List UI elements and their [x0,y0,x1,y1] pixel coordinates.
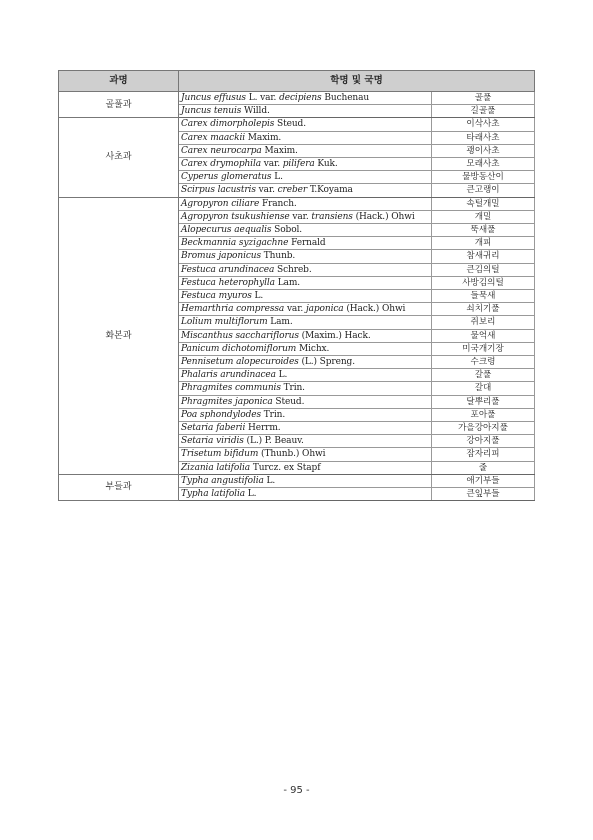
korean-name-cell: 큰잎부들 [432,488,535,501]
header-family: 과명 [59,71,179,92]
family-cell: 골풀과 [59,92,179,118]
scientific-name-italic: Carex drymophila [181,159,261,170]
scientific-name-author: (L.) P. Beauv. [243,436,304,447]
scientific-name-cell [179,342,432,355]
scientific-name-author: (Maxim.) Hack. [298,330,371,341]
scientific-name-italic: Festuca heterophylla [181,277,275,288]
scientific-name-italic: pilifera [282,159,315,170]
korean-name-cell: 강아지풀 [432,435,535,448]
scientific-name-author: T.Koyama [307,185,353,196]
korean-name-cell: 갈풀 [432,369,535,382]
scientific-name-italic: Agropyron tsukushiense [181,211,290,222]
korean-name-cell: 큰김의털 [432,263,535,276]
scientific-name-italic: Carex neurocarpa [181,145,262,156]
korean-name-cell: 타래사초 [432,131,535,144]
korean-name-cell: 골풀 [432,92,535,105]
scientific-name-cell [179,395,432,408]
scientific-name-author: var. [284,304,306,315]
korean-name-cell: 애기부들 [432,474,535,487]
scientific-name-cell [179,356,432,369]
family-cell: 화본과 [59,197,179,474]
scientific-name-author: var. [261,159,283,170]
korean-name-cell: 속털개밀 [432,197,535,210]
korean-name-cell: 개밀 [432,210,535,223]
korean-name-cell: 갈대 [432,382,535,395]
scientific-name-italic: Setaria viridis [181,436,244,447]
scientific-name-cell [179,184,432,197]
korean-name-cell: 물방동산이 [432,171,535,184]
scientific-name-italic: Festuca arundinacea [181,264,275,275]
scientific-name-italic: transiens [311,211,353,222]
korean-name-cell: 가을강아지풀 [432,422,535,435]
scientific-name-author: (Hack.) Ohwi [352,211,415,222]
scientific-name-cell [179,461,432,474]
species-table [58,70,535,501]
korean-name-cell: 잠자리피 [432,448,535,461]
scientific-name-author: Steud. [274,119,306,130]
scientific-name-cell [179,316,432,329]
scientific-name-author: Lam. [274,277,301,288]
scientific-name-italic: Carex dimorpholepis [181,119,275,130]
scientific-name-author: L. [271,172,283,183]
korean-name-cell: 사방김의털 [432,276,535,289]
page-number: - 95 - [283,785,310,796]
scientific-name-author: (L.) Spreng. [298,357,355,368]
scientific-name-author: Maxim. [245,132,282,143]
scientific-name-author: Maxim. [261,145,298,156]
scientific-name-author: Trin. [280,383,305,394]
scientific-name-author: Turcz. ex Stapf [250,462,321,473]
scientific-name-cell [179,210,432,223]
scientific-name-italic: Festuca myuros [181,291,252,302]
scientific-name-author: L. [275,370,288,381]
scientific-name-author: L. [263,475,276,486]
scientific-name-cell [179,422,432,435]
scientific-name-cell [179,92,432,105]
scientific-name-cell [179,474,432,487]
scientific-name-italic: Cyperus glomeratus [181,172,272,183]
scientific-name-italic: Juncus effusus [181,93,246,103]
table-row [59,474,535,487]
scientific-name-cell [179,197,432,210]
scientific-name-cell [179,303,432,316]
scientific-name-cell [179,448,432,461]
korean-name-cell: 미국개기장 [432,342,535,355]
scientific-name-cell [179,263,432,276]
scientific-name-cell [179,224,432,237]
korean-name-cell: 길골풀 [432,105,535,118]
scientific-name-italic: Scirpus lacustris [181,185,256,196]
scientific-name-italic: Phragmites japonica [181,396,273,407]
scientific-name-cell [179,382,432,395]
scientific-name-italic: Alopecurus aequalis [181,225,272,236]
scientific-name-cell [179,435,432,448]
scientific-name-author: Fernald [288,238,326,249]
korean-name-cell: 쥐보리 [432,316,535,329]
scientific-name-author: var. [255,185,278,196]
scientific-name-cell [179,290,432,303]
korean-name-cell: 줄 [432,461,535,474]
korean-name-cell: 이삭사초 [432,118,535,131]
scientific-name-cell [179,131,432,144]
scientific-name-cell [179,118,432,131]
scientific-name-cell [179,276,432,289]
header-species: 학명 및 국명 [179,71,535,92]
scientific-name-italic: Poa sphondylodes [181,409,261,420]
scientific-name-italic: Pennisetum alopecuroides [181,357,299,368]
scientific-name-italic: Agropyron ciliare [181,198,260,209]
scientific-name-cell [179,488,432,501]
scientific-name-cell [179,329,432,342]
scientific-name-author: (Hack.) Ohwi [343,304,406,315]
korean-name-cell: 개피 [432,237,535,250]
scientific-name-italic: Typha latifolia [181,489,245,500]
scientific-name-italic: japonica [305,304,344,315]
scientific-name-italic: Lolium multiflorum [181,317,268,328]
scientific-name-author: Michx. [296,343,330,354]
scientific-name-author: var. [289,211,312,222]
scientific-name-italic: Typha angustifolia [181,475,264,486]
scientific-name-cell [179,105,432,118]
scientific-name-author: L. var. [245,93,280,103]
scientific-name-author: Trin. [260,409,286,420]
scientific-name-italic: Zizania latifolia [181,462,251,473]
scientific-name-italic: Panicum dichotomiflorum [181,343,297,354]
scientific-name-italic: decipiens [279,93,322,103]
korean-name-cell: 참새귀리 [432,250,535,263]
table-header-row [59,71,535,92]
scientific-name-italic: Miscanthus sacchariflorus [181,330,299,341]
korean-name-cell: 포아풀 [432,408,535,421]
table-row [59,92,535,105]
scientific-name-italic: Juncus tenuis [181,106,242,117]
korean-name-cell: 물억새 [432,329,535,342]
family-cell: 부들과 [59,474,179,500]
korean-name-cell: 수크령 [432,356,535,369]
table-row [59,118,535,131]
scientific-name-cell [179,144,432,157]
korean-name-cell: 쇠치기풀 [432,303,535,316]
scientific-name-italic: Trisetum bifidum [181,449,259,460]
korean-name-cell: 모래사초 [432,158,535,171]
korean-name-cell: 큰고랭이 [432,184,535,197]
scientific-name-author: Franch. [259,198,297,209]
scientific-name-author: Schreb. [274,264,312,275]
family-cell: 사초과 [59,118,179,197]
scientific-name-cell [179,171,432,184]
scientific-name-author: Steud. [272,396,305,407]
scientific-name-italic: Hemarthria compressa [181,304,285,315]
korean-name-cell: 괭이사초 [432,144,535,157]
scientific-name-cell [179,408,432,421]
scientific-name-author: (Thunb.) Ohwi [258,449,326,460]
scientific-name-cell [179,237,432,250]
korean-name-cell: 들묵새 [432,290,535,303]
scientific-name-cell [179,369,432,382]
scientific-name-italic: Setaria faberii [181,423,246,434]
table-body [59,92,535,501]
korean-name-cell: 뚝새풀 [432,224,535,237]
scientific-name-author: L. [251,291,264,302]
scientific-name-cell [179,250,432,263]
scientific-name-italic: Beckmannia syzigachne [181,238,289,249]
table-row [59,197,535,210]
scientific-name-author: Willd. [241,106,270,117]
scientific-name-author: Lam. [267,317,293,328]
scientific-name-italic: Bromus japonicus [181,251,262,262]
scientific-name-cell [179,158,432,171]
korean-name-cell: 달뿌리풀 [432,395,535,408]
scientific-name-author: L. [244,489,257,500]
scientific-name-italic: creber [277,185,308,196]
scientific-name-author: Buchenau [321,93,370,103]
scientific-name-author: Herrm. [245,423,281,434]
scientific-name-italic: Phragmites communis [181,383,281,394]
scientific-name-author: Sobol. [271,225,303,236]
scientific-name-author: Thunb. [261,251,296,262]
scientific-name-author: Kuk. [314,159,338,170]
scientific-name-italic: Phalaris arundinacea [181,370,276,381]
scientific-name-italic: Carex maackii [181,132,246,143]
